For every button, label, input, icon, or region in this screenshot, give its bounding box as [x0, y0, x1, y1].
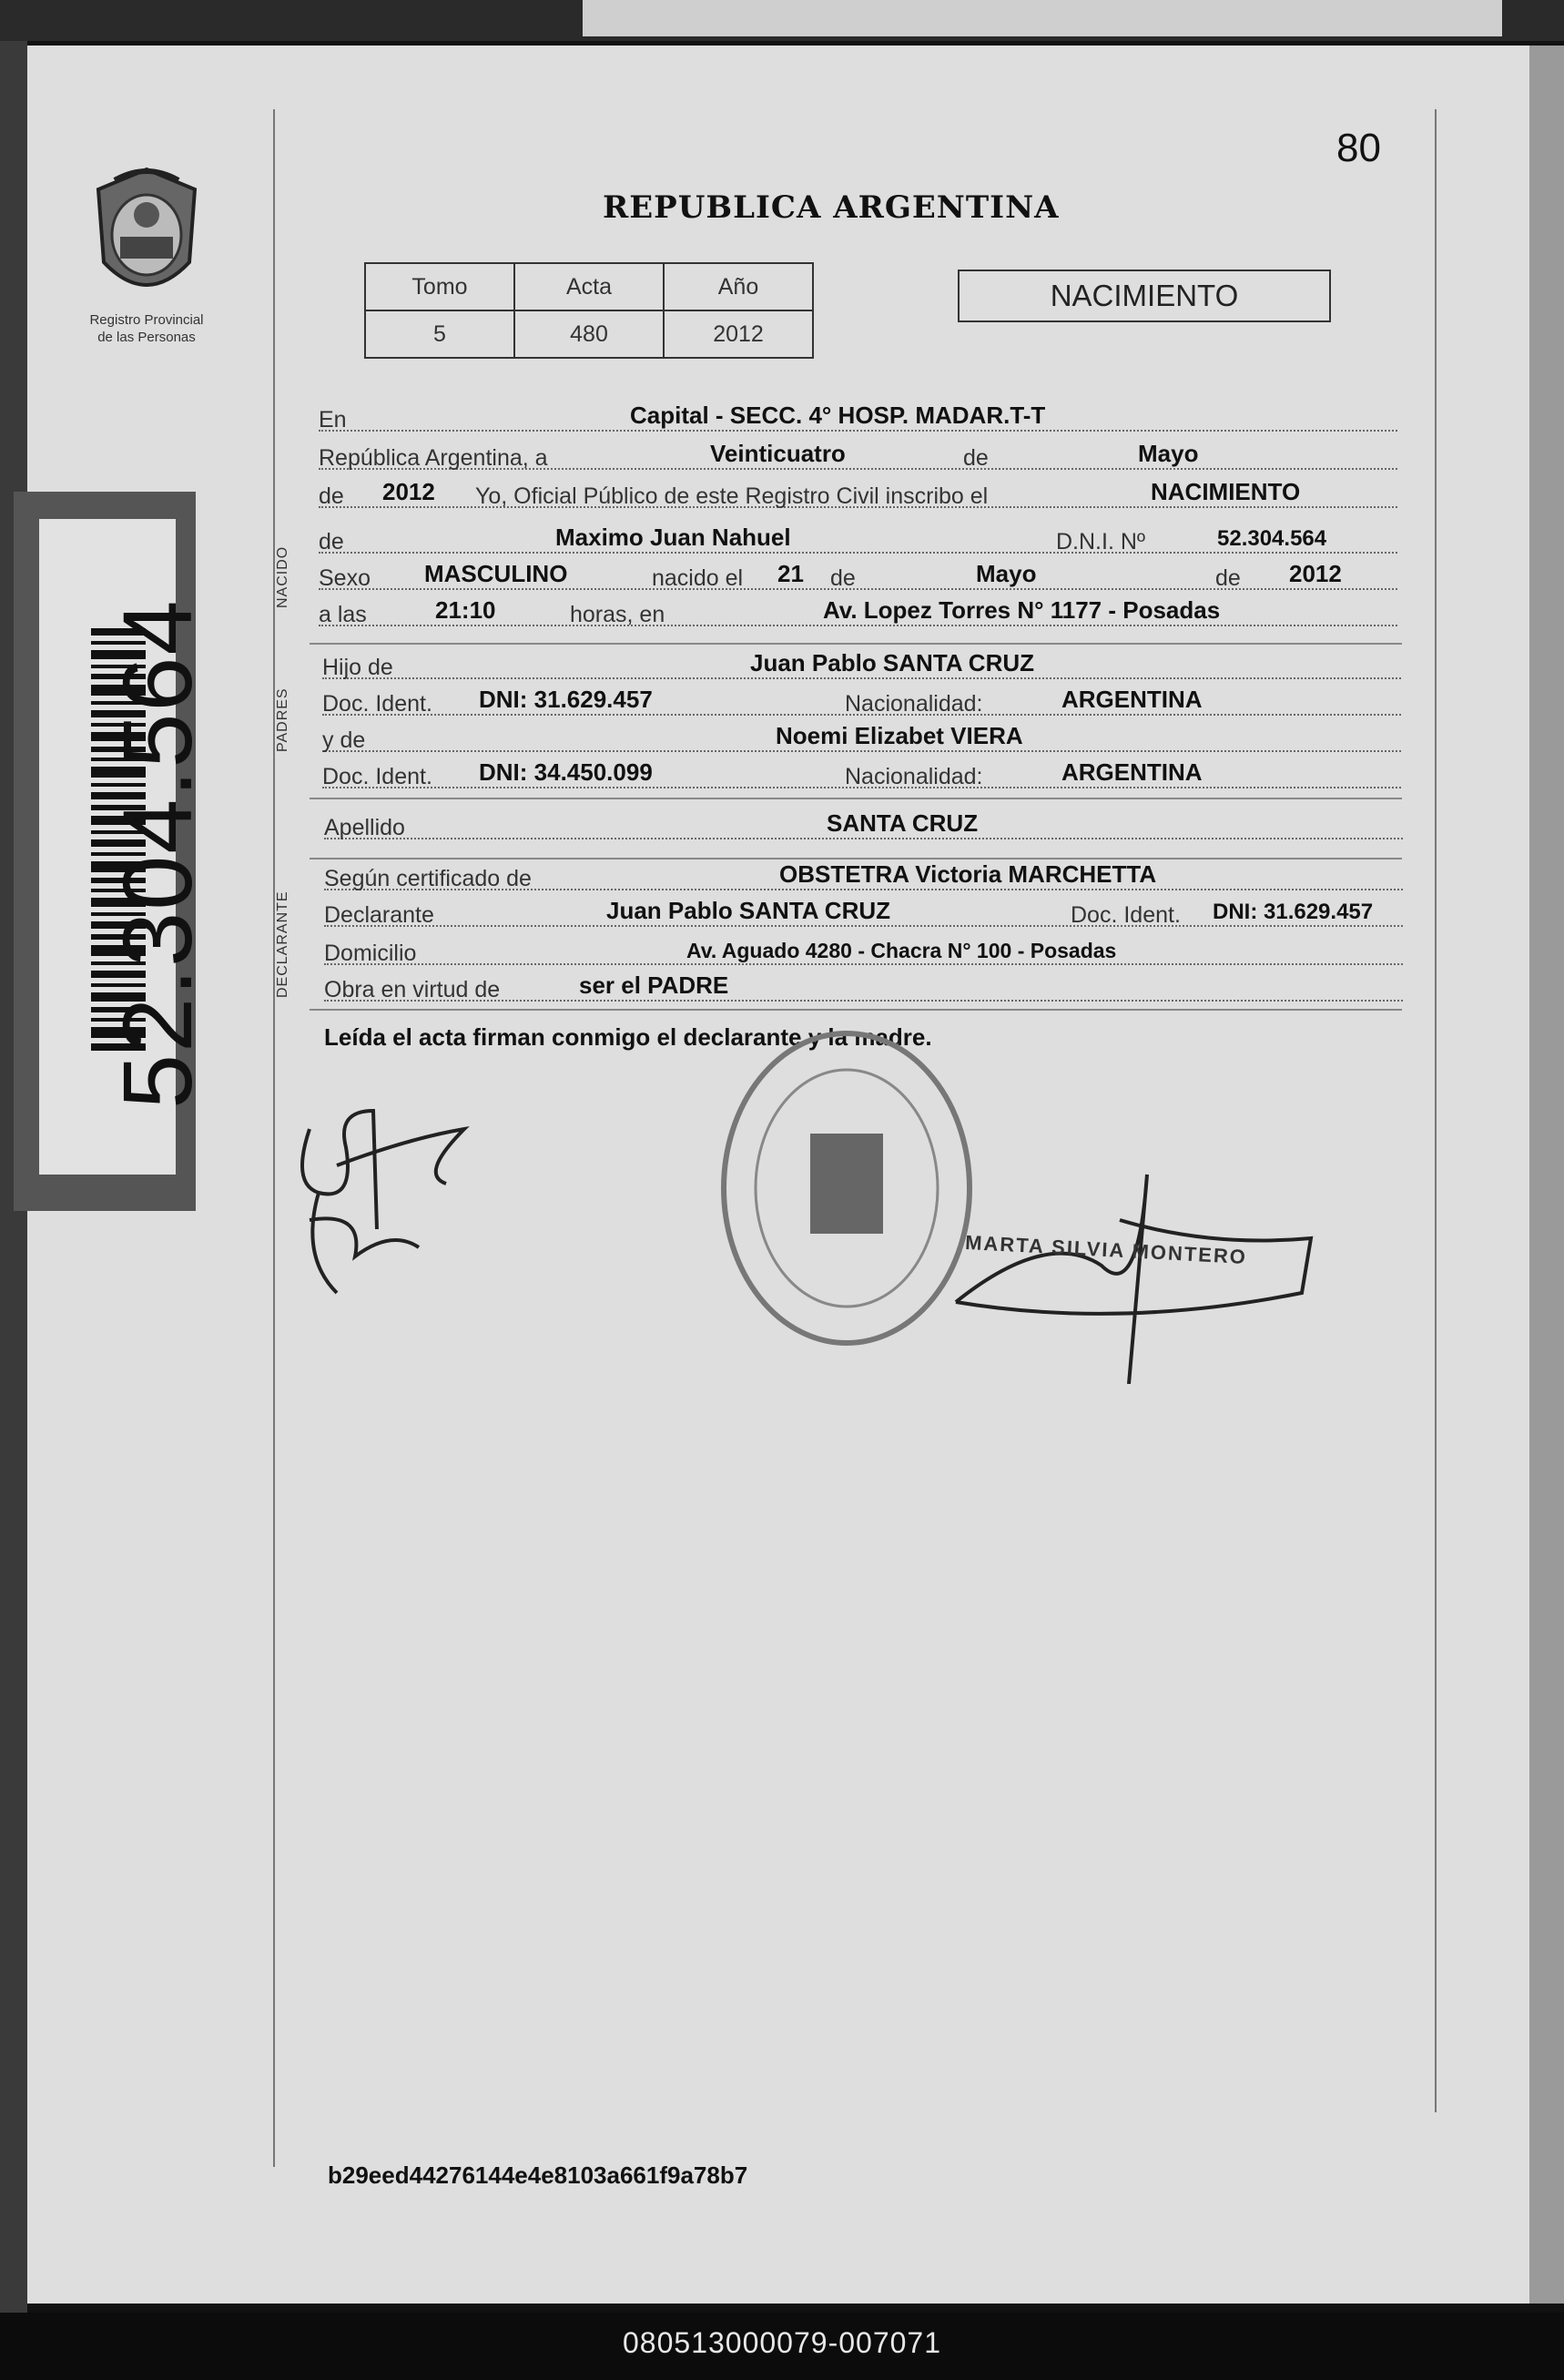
book-top-edge [0, 0, 1564, 41]
label-declarante: Declarante [324, 902, 434, 928]
ano-value: 2012 [664, 310, 813, 358]
label-horas: horas, en [570, 602, 665, 627]
row-mother-doc [322, 759, 1401, 794]
value-day: Veinticuatro [710, 440, 846, 467]
value-time: 21:10 [435, 596, 496, 624]
label-y-de: y de [322, 727, 366, 753]
value-certificado: OBSTETRA Victoria MARCHETTA [779, 860, 1157, 888]
value-birth-year: 2012 [1289, 560, 1342, 587]
label-apellido: Apellido [324, 815, 405, 840]
section-label-padres: PADRES [275, 687, 290, 752]
tomo-acta-table [364, 262, 814, 359]
label-de-month: de [830, 565, 856, 591]
label-dni: D.N.I. Nº [1056, 529, 1146, 554]
row-apellido [324, 810, 1403, 845]
label-sexo: Sexo [319, 565, 371, 591]
value-birth-day: 21 [777, 560, 804, 587]
page-right-edge [1529, 46, 1564, 2304]
value-event: NACIMIENTO [1151, 478, 1301, 505]
label-father-doc: Doc. Ident. [322, 691, 432, 717]
label-hijo-de: Hijo de [322, 655, 393, 680]
label-de-nombre: de [319, 529, 344, 554]
label-nacido-el: nacido el [652, 565, 744, 591]
label-a-las: a las [319, 602, 367, 627]
label-certificado: Según certificado de [324, 866, 532, 891]
value-father-doc: DNI: 31.629.457 [479, 686, 653, 713]
value-father-nat: ARGENTINA [1061, 686, 1203, 713]
document-title: REPUBLICA ARGENTINA [603, 189, 1060, 226]
label-de-year: de [1215, 565, 1241, 591]
value-dni: 52.304.564 [1217, 526, 1327, 551]
row-obra [324, 972, 1403, 1007]
section-label-declarante: DECLARANTE [275, 890, 290, 998]
value-mother-nat: ARGENTINA [1061, 758, 1203, 786]
value-declarante: Juan Pablo SANTA CRUZ [606, 897, 891, 924]
row-father-doc [322, 687, 1401, 721]
value-father: Juan Pablo SANTA CRUZ [750, 649, 1035, 676]
row-sexo [319, 561, 1397, 595]
divider-declarante [310, 1009, 1402, 1011]
value-name: Maximo Juan Nahuel [555, 524, 791, 551]
coat-of-arms-icon [87, 162, 206, 308]
row-en [319, 402, 1397, 437]
label-republica: República Argentina, a [319, 445, 548, 471]
registro-logo [60, 162, 233, 362]
divider-apellido [310, 858, 1402, 859]
value-place: Capital - SECC. 4° HOSP. MADAR.T-T [630, 402, 1046, 429]
value-month: Mayo [1138, 440, 1199, 467]
official-stamp-name: MARTA SILVIA MONTERO [964, 1230, 1248, 1269]
value-domicilio: Av. Aguado 4280 - Chacra N° 100 - Posadas [686, 939, 1117, 962]
row-hijo-de [322, 650, 1401, 685]
label-decl-doc: Doc. Ident. [1071, 902, 1181, 928]
row-nombre [319, 524, 1397, 559]
value-apellido: SANTA CRUZ [827, 809, 979, 837]
value-obra: ser el PADRE [579, 971, 729, 999]
label-de2: de [319, 483, 344, 509]
label-en: En [319, 407, 347, 432]
value-birth-place: Av. Lopez Torres N° 1177 - Posadas [823, 596, 1221, 624]
barcode-number: 52.304.564 [102, 598, 212, 1109]
value-mother-doc: DNI: 34.450.099 [479, 758, 653, 786]
row-domicilio [324, 936, 1403, 971]
section-label-nacido: NACIDO [275, 545, 290, 608]
logo-text-1: Registro Provincial [89, 312, 204, 328]
label-obra: Obra en virtud de [324, 977, 501, 1002]
label-father-nat: Nacionalidad: [845, 691, 983, 717]
value-decl-doc: DNI: 31.629.457 [1213, 900, 1374, 924]
label-mother-nat: Nacionalidad: [845, 764, 983, 789]
acta-value: 480 [514, 310, 664, 358]
value-mother: Noemi Elizabet VIERA [776, 722, 1023, 749]
label-oficial: Yo, Oficial Público de este Registro Civil inscribo el [475, 483, 989, 509]
label-mother-doc: Doc. Ident. [322, 764, 432, 789]
ano-header: Año [664, 263, 813, 310]
document-hash: b29eed44276144e4e8103a661f9a78b7 [328, 2161, 748, 2189]
label-de: de [963, 445, 989, 471]
closing-statement: Leída el acta firman conmigo el declarante y la madre. [324, 1023, 932, 1051]
row-certificado [324, 861, 1403, 896]
record-type-box: NACIMIENTO [958, 270, 1331, 322]
tomo-value: 5 [365, 310, 514, 358]
left-margin-line [273, 109, 275, 2167]
logo-text-2: de las Personas [97, 330, 196, 345]
row-hora [319, 597, 1397, 632]
label-domicilio: Domicilio [324, 941, 417, 966]
row-republica [319, 441, 1397, 475]
tomo-header: Tomo [365, 263, 514, 310]
acta-header: Acta [514, 263, 664, 310]
value-sexo: MASCULINO [424, 560, 568, 587]
divider-padres [310, 798, 1402, 799]
divider-nacido [310, 643, 1402, 645]
declarant-signature-icon [282, 1074, 482, 1311]
officer-signature-icon [938, 1156, 1320, 1384]
value-birth-month: Mayo [976, 560, 1037, 587]
row-year [319, 479, 1397, 514]
row-y-de [322, 723, 1401, 758]
value-year: 2012 [382, 478, 435, 505]
right-margin-line [1435, 109, 1437, 2112]
row-declarante [324, 898, 1403, 932]
scan-footer-id: 080513000079-007071 [623, 2326, 941, 2359]
page-number: 80 [1336, 126, 1381, 170]
